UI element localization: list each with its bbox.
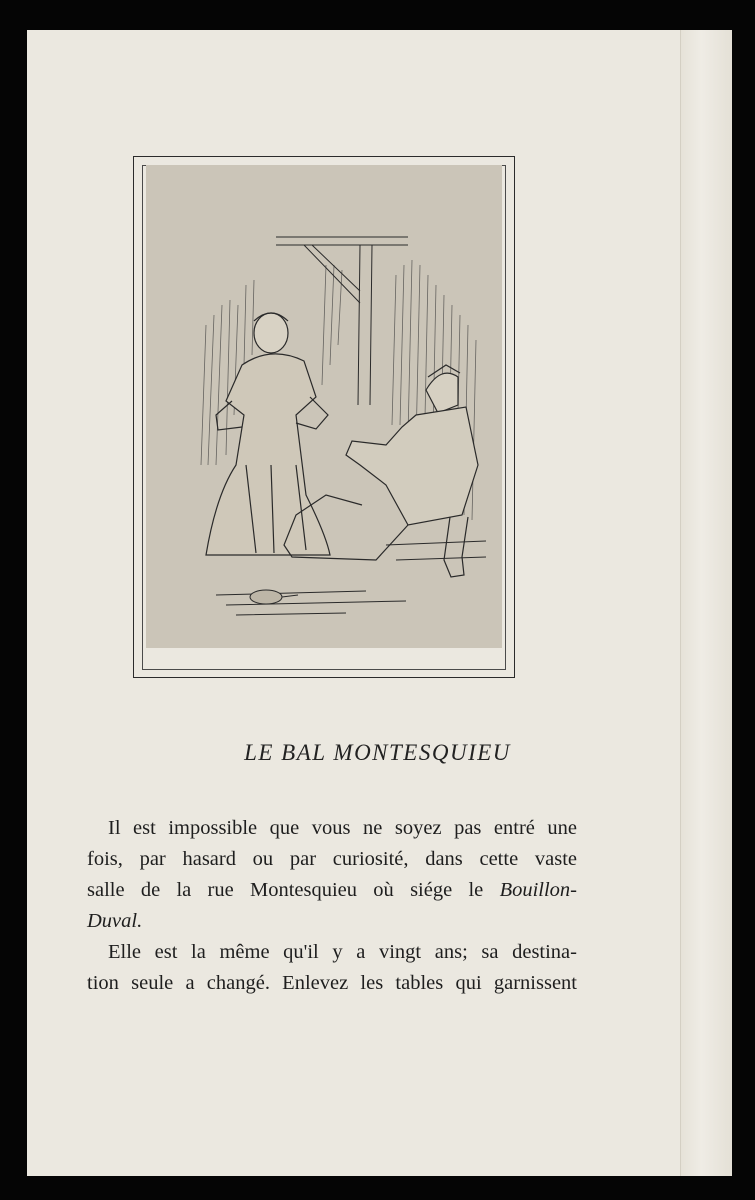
paragraph-2 bbox=[87, 937, 577, 999]
text-line: tion seule a changé. Enlevez les tables qui garnissent bbox=[87, 972, 577, 994]
etching-illustration bbox=[146, 165, 502, 648]
paragraph-1 bbox=[87, 813, 577, 937]
text-line: Duval. bbox=[87, 910, 143, 932]
text-line: salle de la rue Montesquieu où siége le Bouillon- bbox=[87, 879, 577, 901]
text-line: Il est impossible que vous ne soyez pas entré une bbox=[108, 817, 577, 839]
italic-term: Bouillon- bbox=[499, 879, 577, 901]
text-line: Elle est la même qu'il y a vingt ans; sa destina- bbox=[108, 941, 577, 963]
page-edge bbox=[680, 30, 732, 1176]
woman-figure bbox=[206, 313, 330, 555]
text-line: fois, par hasard ou par curiosité, dans cette vaste bbox=[87, 848, 577, 870]
chapter-title: LE BAL MONTESQUIEU bbox=[244, 740, 511, 765]
body-text bbox=[87, 813, 577, 999]
